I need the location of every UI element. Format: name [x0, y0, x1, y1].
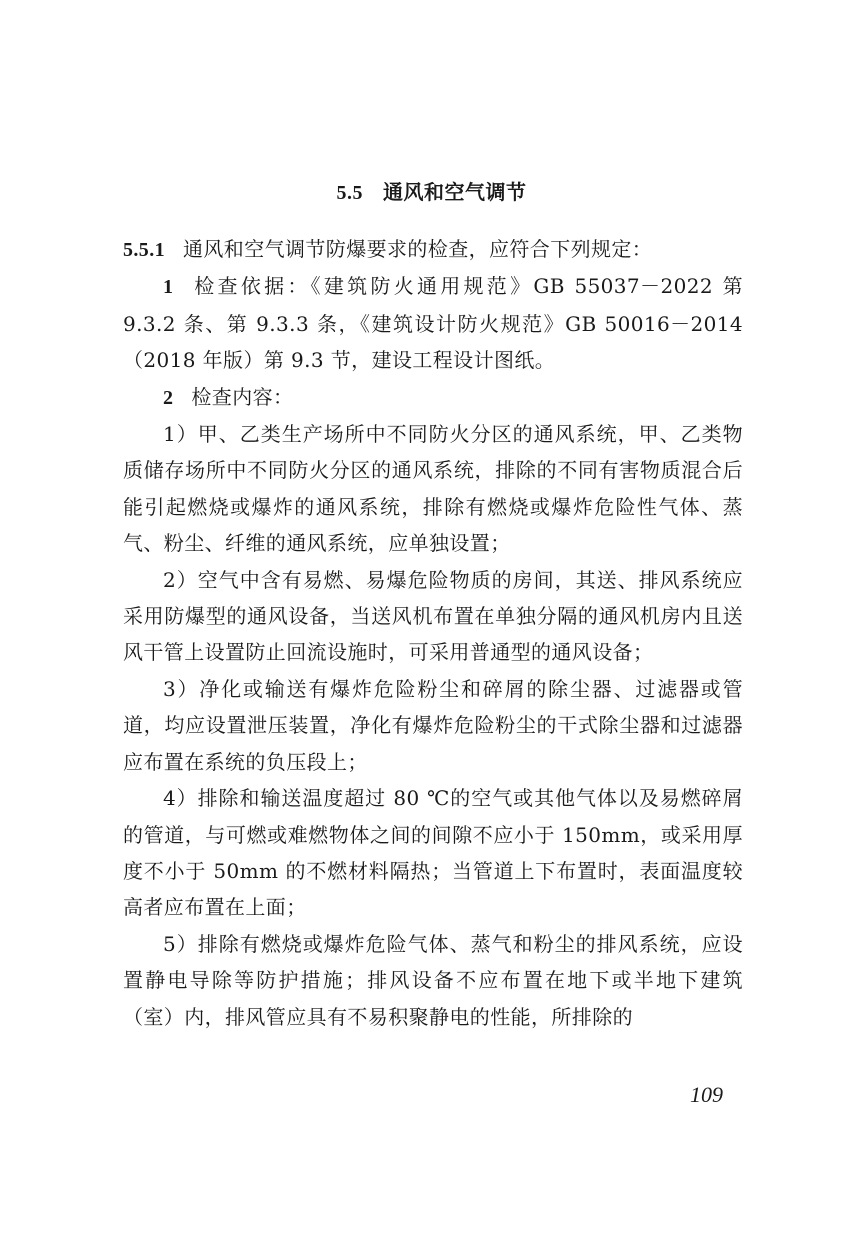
- sub-item-2: 2）空气中含有易燃、易爆危险物质的房间，其送、排风系统应采用防爆型的通风设备，当送风机布置在单独分隔的通风机房内且送风干管上设置防止回流设施时，可采用普通型的通风设备；: [123, 567, 743, 665]
- page-number: 109: [690, 1082, 723, 1107]
- item-paragraph-2: [123, 379, 743, 416]
- item-number: 1: [163, 276, 174, 299]
- body-text: [123, 231, 743, 1035]
- clause-paragraph: [123, 231, 743, 268]
- clause-number: 5.5.1: [123, 239, 165, 261]
- item-text: 检查依据：《建筑防火通用规范》GB 55037－2022 第 9.3.2 条、第 9.3.3 条，《建筑设计防火规范》GB 50016－2014（2018 年版）第 9.3 节，建设工程设计图纸。: [123, 274, 743, 373]
- sub-item-4: 4）排除和输送温度超过 80 ℃的空气或其他气体以及易燃碎屑的管道，与可燃或难燃物体之间的间隙不应小于 150mm，或采用厚度不小于 50mm 的不燃材料隔热；当管道上下布置时，表面温度较高者应布置在上面；: [123, 786, 743, 920]
- section-number: 5.5: [336, 182, 363, 204]
- section-heading: [0, 178, 863, 207]
- item-text: 检查内容：: [191, 384, 294, 409]
- item-paragraph-1: [123, 268, 743, 378]
- sub-item-1: 1）甲、乙类生产场所中不同防火分区的通风系统，甲、乙类物质储存场所中不同防火分区的通风系统，排除的不同有害物质混合后能引起燃烧或爆炸的通风系统，排除有燃烧或爆炸危险性气体、蒸气、粉尘、纤维的通风系统，应单独设置；: [123, 422, 743, 556]
- item-number: 2: [163, 386, 174, 409]
- clause-text: 通风和空气调节防爆要求的检查，应符合下列规定：: [183, 237, 653, 261]
- section-title-text: 通风和空气调节: [383, 180, 527, 204]
- sub-item-3: 3）净化或输送有爆炸危险粉尘和碎屑的除尘器、过滤器或管道，均应设置泄压装置，净化有爆炸危险粉尘的干式除尘器和过滤器应布置在系统的负压段上；: [123, 676, 743, 774]
- sub-item-5: 5）排除有燃烧或爆炸危险气体、蒸气和粉尘的排风系统，应设置静电导除等防护措施；排风设备不应布置在地下或半地下建筑（室）内，排风管应具有不易积聚静电的性能，所排除的: [123, 931, 743, 1029]
